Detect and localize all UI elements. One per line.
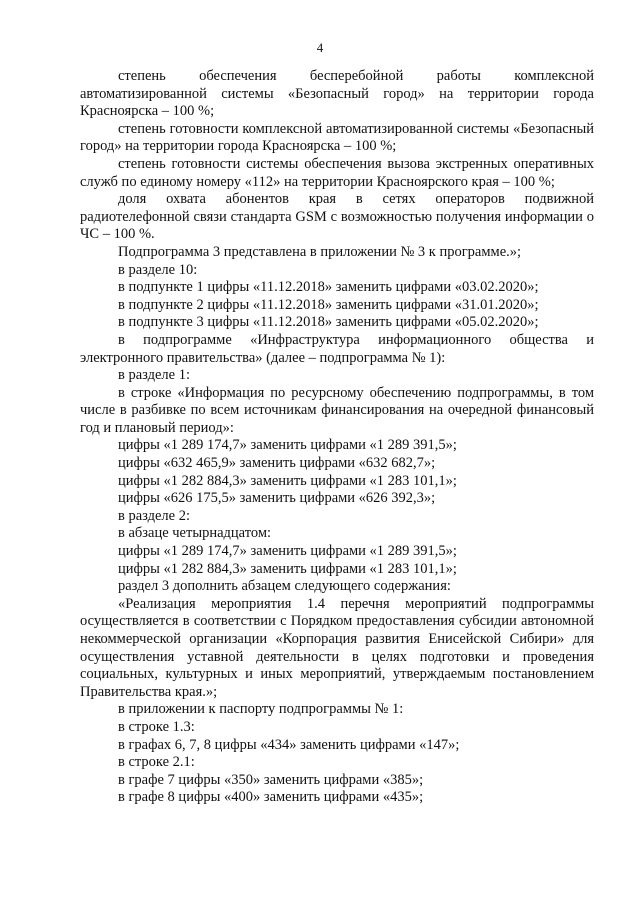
paragraph-23: в приложении к паспорту подпрограммы № 1:: [118, 701, 404, 718]
paragraph-4: доля охвата абонентов края в сетях операторов подвижной радиотелефонной связи стандарта GSM с возможностью получения информации о ЧС – 100 %.: [80, 191, 594, 243]
paragraph-6: в разделе 10:: [118, 261, 198, 278]
paragraph-12: в строке «Информация по ресурсному обеспечению подпрограммы, в том числе в разбивке по всем источникам финансирования на очередной финансовый год и плановый период»:: [80, 384, 594, 436]
page-number: 4: [316, 40, 324, 55]
paragraph-5: Подпрограмма 3 представлена в приложении № 3 к программе.»;: [118, 243, 522, 260]
paragraph-15: цифры «1 282 884,3» заменить цифрами «1 283 101,1»;: [118, 472, 457, 489]
paragraph-27: в графе 7 цифры «350» заменить цифрами «385»;: [118, 771, 424, 788]
paragraph-7: в подпункте 1 цифры «11.12.2018» заменить цифрами «03.02.2020»;: [118, 279, 539, 296]
paragraph-24: в строке 1.3:: [118, 718, 195, 735]
paragraph-18: в абзаце четырнадцатом:: [118, 525, 272, 542]
paragraph-26: в строке 2.1:: [118, 754, 195, 771]
paragraph-25: в графах 6, 7, 8 цифры «434» заменить цифрами «147»;: [118, 736, 460, 753]
paragraph-20: цифры «1 282 884,3» заменить цифрами «1 283 101,1»;: [118, 560, 457, 577]
paragraph-14: цифры «632 465,9» заменить цифрами «632 682,7»;: [118, 455, 436, 472]
paragraph-16: цифры «626 175,5» заменить цифрами «626 392,3»;: [118, 490, 436, 507]
paragraph-28: в графе 8 цифры «400» заменить цифрами «435»;: [118, 789, 424, 806]
paragraph-10: в подпрограмме «Инфраструктура информационного общества и электронного правительства» (далее – подпрограмма № 1):: [80, 331, 594, 366]
paragraph-22: «Реализация мероприятия 1.4 перечня мероприятий подпрограммы осуществляется в соответствии с Порядком предоставления субсидии автономной некоммерческой организации «Корпорация развития Енисейской Сибири» для осуществления уставной деятельности в целях подготовки и проведения социальных, культурных и иных мероприятий, утверждаемым постановлением Правительства края.»;: [80, 595, 594, 700]
paragraph-2: степень готовности комплексной автоматизированной системы «Безопасный город» на территории города Красноярска – 100 %;: [80, 120, 594, 155]
document-body: [80, 68, 594, 807]
paragraph-17: в разделе 2:: [118, 507, 191, 524]
paragraph-19: цифры «1 289 174,7» заменить цифрами «1 289 391,5»;: [118, 543, 457, 560]
paragraph-1: степень обеспечения бесперебойной работы комплексной автоматизированной системы «Безопасный город» на территории города Красноярска – 100 %;: [80, 68, 594, 120]
paragraph-9: в подпункте 3 цифры «11.12.2018» заменить цифрами «05.02.2020»;: [118, 314, 539, 331]
paragraph-3: степень готовности системы обеспечения вызова экстренных оперативных служб по единому номеру «112» на территории Красноярского края – 100 %;: [80, 155, 594, 190]
paragraph-13: цифры «1 289 174,7» заменить цифрами «1 289 391,5»;: [118, 437, 457, 454]
paragraph-21: раздел 3 дополнить абзацем следующего содержания:: [118, 578, 451, 595]
paragraph-8: в подпункте 2 цифры «11.12.2018» заменить цифрами «31.01.2020»;: [118, 296, 539, 313]
paragraph-11: в разделе 1:: [118, 367, 191, 384]
